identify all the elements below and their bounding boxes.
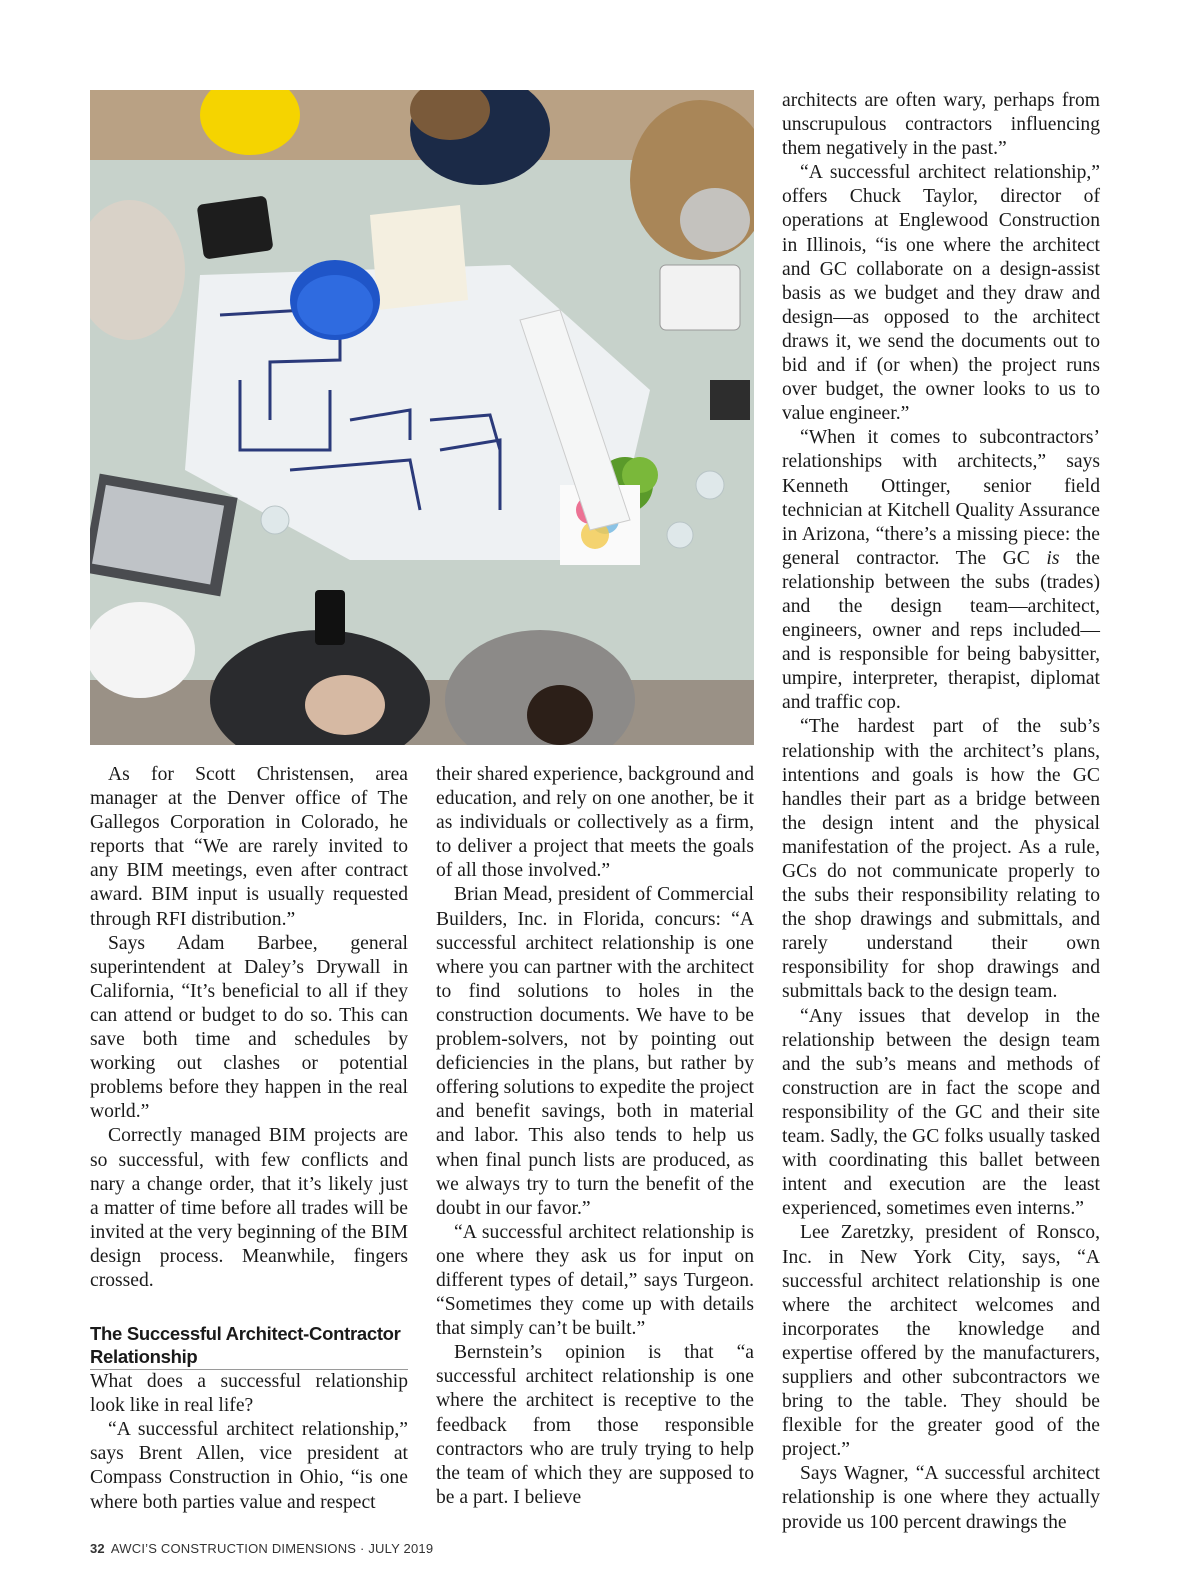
article-column-3	[782, 89, 1100, 1535]
publication-info: AWCI’S CONSTRUCTION DIMENSIONS · JULY 2019	[110, 1541, 434, 1556]
paragraph-text: the relationship between the subs (trades) and the design team—architect, engineers, owner and reps included—and is responsible for being babysitter, umpire, interpreter, therapist, diplomat and traffic cop.	[782, 547, 1100, 714]
paragraph: Says Wagner, “A successful architect relationship is one where they actually provide us 100 percent drawings the	[782, 1463, 1100, 1533]
paragraph: architects are often wary, perhaps from unscrupulous contractors influencing them negatively in the past.”	[782, 90, 1100, 160]
paragraph: Brian Mead, president of Commercial Builders, Inc. in Florida, concurs: “A successful architect relationship is one where you can partner with the architect to find solutions to holes in the construction documents. We have to be problem-solvers, not by pointing out deficiencies in the plans, but rather by offering solutions to expedite the project and benefit savings, both in material and labor. This also tends to help us when final punch lists are produced, as we always try to turn the benefit of the doubt in our favor.”	[436, 884, 754, 1219]
paragraph: “The hardest part of the sub’s relationship with the architect’s plans, intentions and goals is how the GC handles their part as a bridge between the design intent and the physical manifestation of the project. As a rule, GCs do not communicate properly to the subs their responsibility relating to the shop drawings and submittals, and rarely understand their own responsibility for shop drawings and submittals back to the design team.	[782, 716, 1100, 1003]
paragraph: their shared experience, background and education, and rely on one another, be it as individuals or collectively as a firm, to deliver a project that meets the goals of all those involved.”	[436, 764, 754, 882]
paragraph	[782, 426, 1100, 715]
article-column-2	[436, 763, 754, 1510]
paragraph: Bernstein’s opinion is that “a successful architect relationship is one where the architect is receptive to the feedback from those responsible contractors who are truly trying to help the team of which they are supposed to be a part. I believe	[436, 1342, 754, 1508]
meeting-photo	[90, 90, 754, 745]
paragraph: “A successful architect relationship,” says Brent Allen, vice president at Compass Construction in Ohio, “is one where both parties value and respect	[90, 1419, 408, 1513]
paragraph: “Any issues that develop in the relationship between the design team and the sub’s means and methods of construction are in fact the scope and responsibility of the GC and their site team. Sadly, the GC folks usually tasked with coordinating this ballet between intent and execution are the least experienced, sometimes even interns.”	[782, 1005, 1100, 1220]
paragraph-text: “When it comes to subcontractors’ relationships with architects,” says Kenneth Ottinger, senior field technician at Kitchell Quality Assurance in Arizona, “there’s a missing piece: the general contractor. The GC	[782, 427, 1100, 569]
paragraph: Correctly managed BIM projects are so successful, with few conflicts and nary a change order, that it’s likely just a matter of time before all trades will be invited at the very beginning of the BIM design process. Meanwhile, fingers crossed.	[90, 1125, 408, 1291]
meeting-photo-icon	[90, 90, 754, 745]
section-subheading: The Successful Architect-Contractor Relationship	[90, 1323, 408, 1370]
article-column-1	[90, 763, 408, 1515]
paragraph: As for Scott Christensen, area manager at the Denver office of The Gallegos Corporation in Colorado, he reports that “We are rarely invited to any BIM meetings, even after contract award. BIM input is usually requested through RFI distribution.”	[90, 764, 408, 930]
page-footer	[90, 1541, 433, 1556]
paragraph: “A successful architect relationship,” offers Chuck Taylor, director of operations at Englewood Construction in Illinois, “is one where the architect and GC collaborate on a design-assist basis as we budget and they draw and design—as opposed to the architect draws it, we send the documents out to bid and if (or when) the project runs over budget, the owner looks to us to value engineer.”	[782, 162, 1100, 425]
paragraph: Lee Zaretzky, president of Ronsco, Inc. in New York City, says, “A successful architect relationship is one where the architect welcomes and incorporates the knowledge and expertise offered by the manufacturers, suppliers and other subcontractors we bring to the table. They should be flexible for the greater good of the project.”	[782, 1222, 1100, 1461]
emphasis-text: is	[1046, 547, 1060, 569]
paragraph: Says Adam Barbee, general superintendent at Daley’s Drywall in California, “It’s beneficial to all if they can attend or budget to do so. This can save both time and schedules by working out clashes or potential problems before they happen in the real world.”	[90, 932, 408, 1123]
paragraph: What does a successful relationship look like in real life?	[90, 1371, 408, 1417]
paragraph: “A successful architect relationship is one where they ask us for input on different types of detail,” says Turgeon. “Sometimes they come up with details that simply can’t be built.”	[436, 1221, 754, 1340]
page-number: 32	[90, 1541, 105, 1556]
